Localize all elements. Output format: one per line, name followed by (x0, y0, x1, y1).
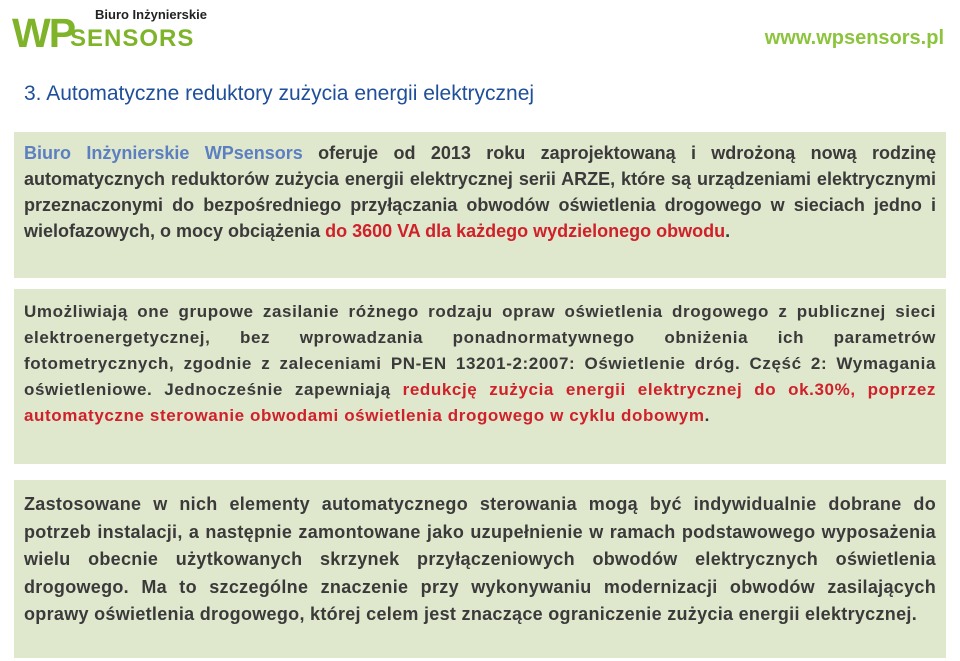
company-name: Biuro Inżynierskie WPsensors (24, 143, 303, 163)
paragraph-box-1 (14, 132, 946, 278)
paragraph-box-3 (14, 480, 946, 658)
paragraph-1 (24, 140, 936, 244)
paragraph-2-text: Umożliwiają one grupowe zasilanie różnego rodzaju opraw oświetlenia drogowego z publicznej sieci elektroenergetycznej, bez wprowadzania ponadnormatywnego obniżenia ich parametrów fotometrycznych, zgodnie z zaleceniami PN-EN 13201-2:2007: Oświetlenie dróg. Część 2: Wymagania oświetleniowe. Jednocześnie zapewniają (24, 302, 936, 399)
paragraph-2 (24, 299, 936, 429)
paragraph-3: Zastosowane w nich elementy automatycznego sterowania mogą być indywidualnie dobrane do potrzeb instalacji, a następnie zamontowane jako uzupełnienie w ramach podstawowego wyposażenia wielu obecnie użytkowanych skrzynek przyłączeniowych obwodów elektrycznych oświetlenia drogowego. Ma to szczególne znaczenie przy wykonywaniu modernizacji obwodów zasilających oprawy oświetlenia drogowego, której celem jest znaczące ograniczenie zużycia energii elektrycznej. (24, 494, 936, 624)
website-url[interactable]: www.wpsensors.pl (764, 27, 944, 49)
page-title: 3. Automatyczne reduktory zużycia energii elektrycznej (24, 82, 535, 105)
paragraph-2-highlight: redukcję zużycia energii elektrycznej do ok.30%, poprzez automatyczne sterowanie obwodami oświetlenia drogowego w cyklu dobowym (24, 380, 936, 425)
logo-subtitle: Biuro Inżynierskie (95, 7, 207, 22)
paragraph-2-end: . (704, 406, 710, 425)
wpsensors-logo (12, 4, 207, 56)
paragraph-1-highlight: do 3600 VA dla każdego wydzielonego obwodu (325, 221, 726, 241)
logo-sensors: SENSORS (70, 25, 195, 52)
paragraph-box-2 (14, 289, 946, 464)
logo-wp: WP (12, 10, 75, 56)
paragraph-1-text: oferuje od 2013 roku zaprojektowaną i wdrożoną nową rodzinę automatycznych reduktorów zużycia energii elektrycznej serii ARZE, które są urządzeniami elektrycznymi przeznaczonymi do bezpośredniego przyłączania obwodów oświetlenia drogowego w sieciach jedno i wielofazowych, o mocy obciążenia (24, 143, 936, 241)
paragraph-1-end: . (725, 221, 731, 241)
